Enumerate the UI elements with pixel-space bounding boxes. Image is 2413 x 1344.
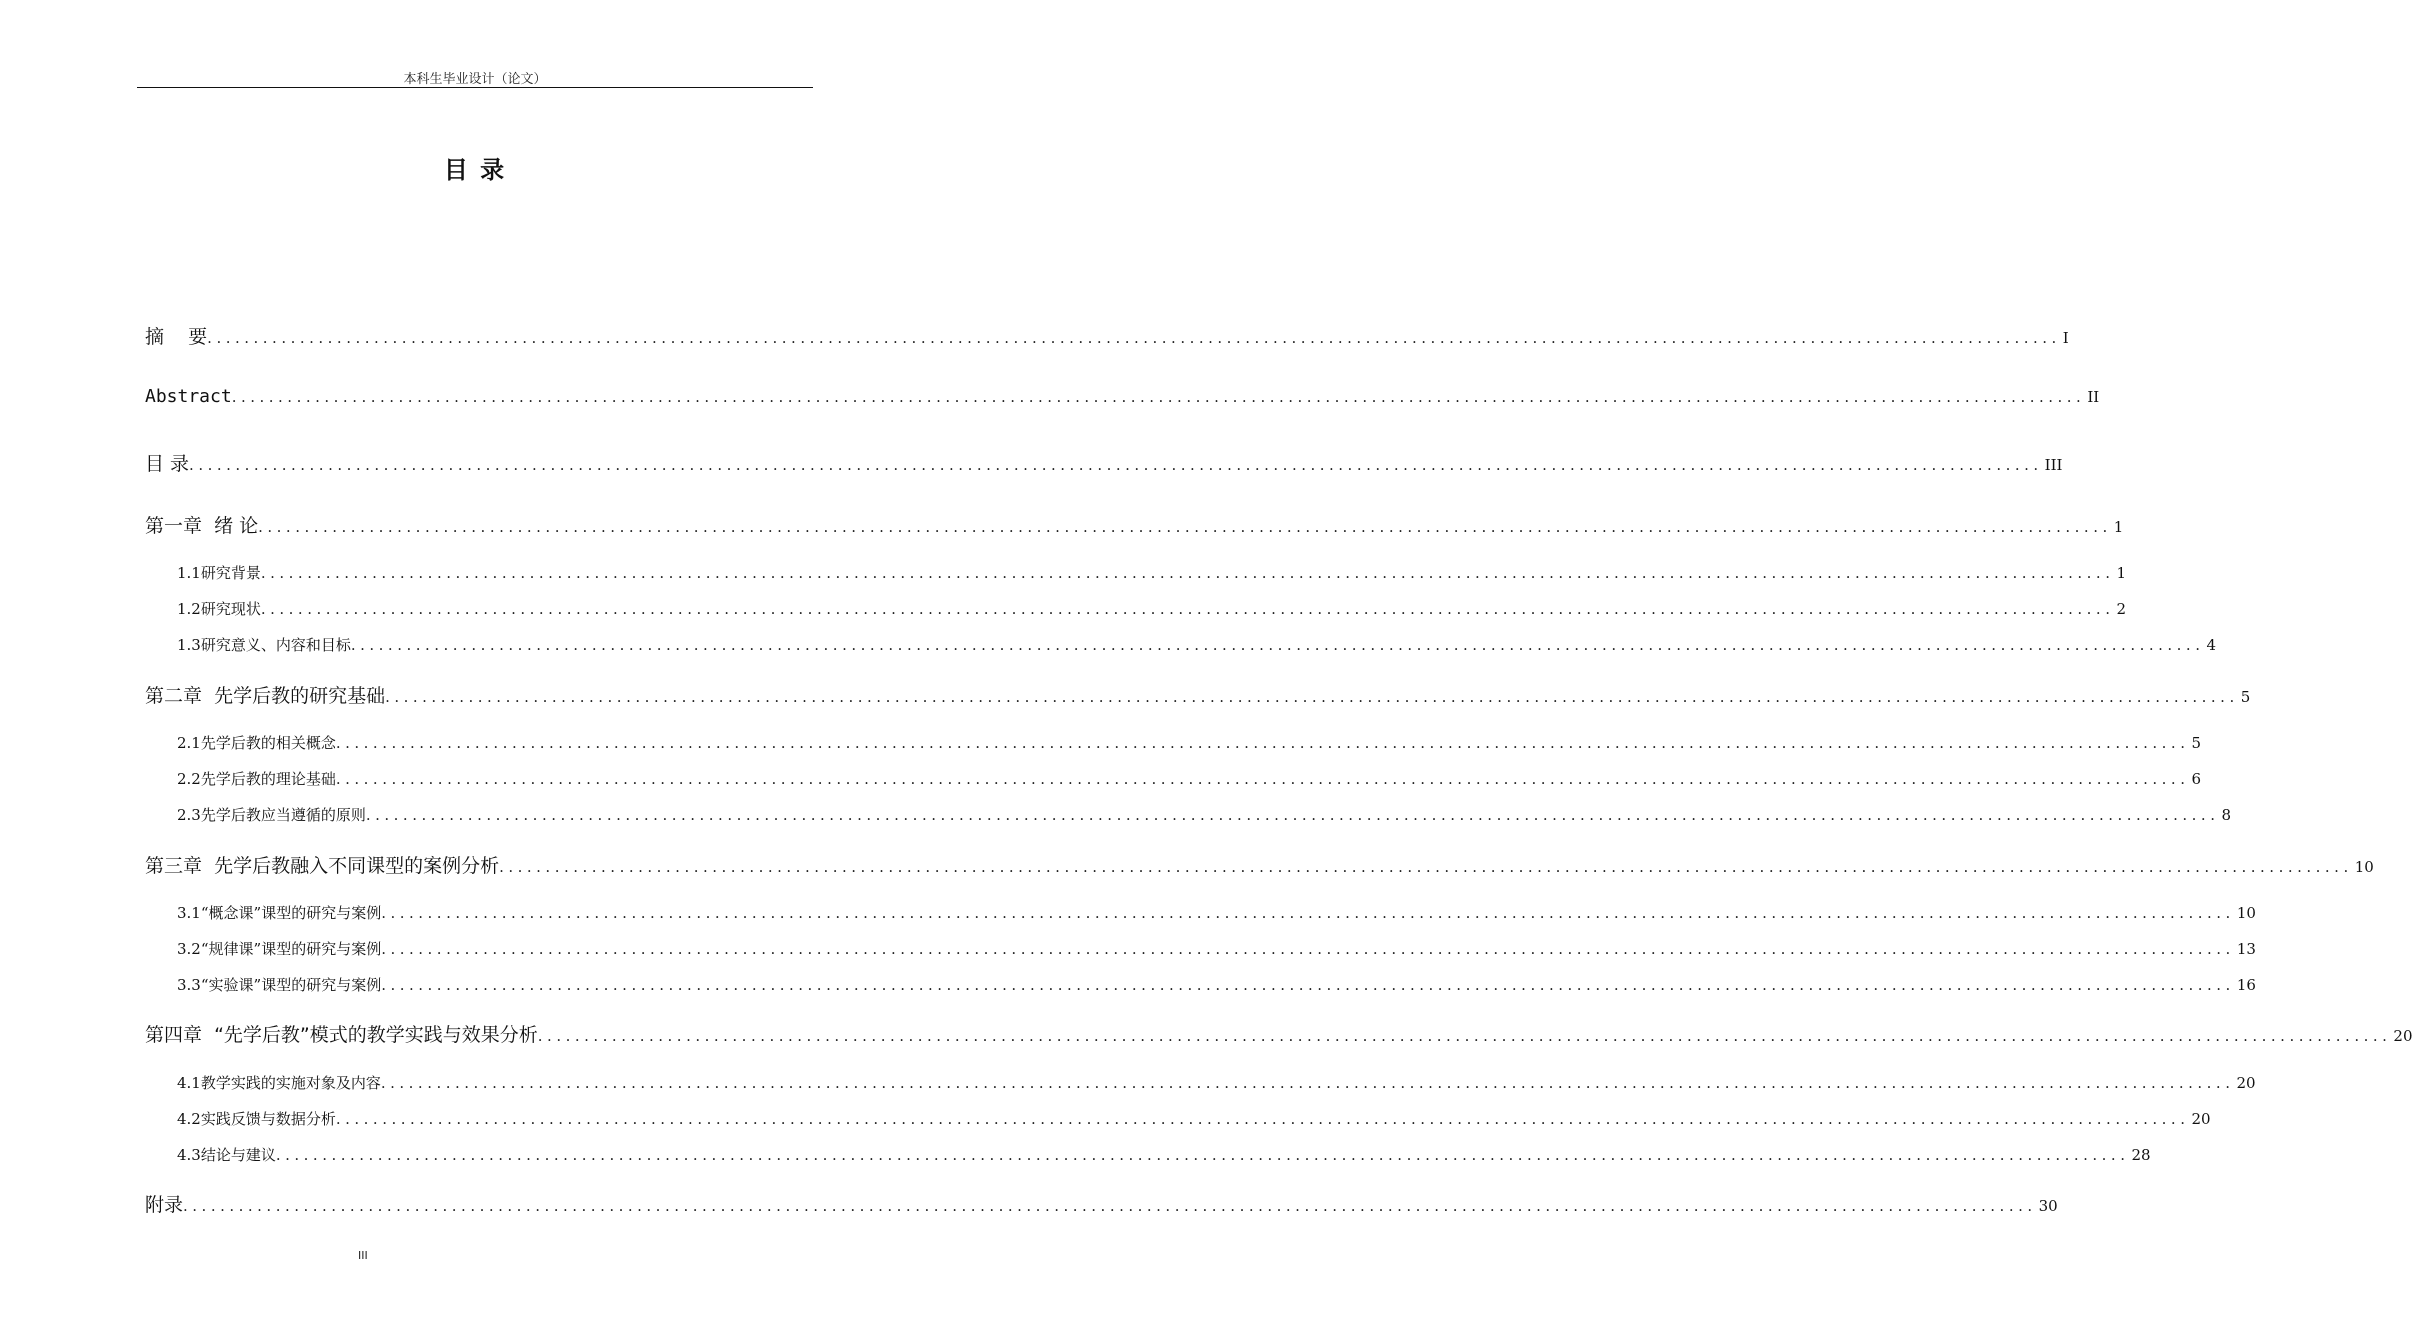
toc-leader-dots: ........................................................................................................................................................................................................ (207, 329, 2061, 347)
toc-leader-dots: ........................................................................................................................................................................................................ (183, 1197, 2037, 1215)
toc-entry-label: 2.3先学后教应当遵循的原则 (177, 806, 366, 824)
toc-entry-4-3[interactable] (177, 1144, 2151, 1165)
toc-leader-dots: ........................................................................................................................................................................................................ (385, 688, 2239, 706)
toc-leader-dots: ........................................................................................................................................................................................................ (260, 600, 2115, 618)
toc-entry-page: 20 (2236, 1074, 2256, 1092)
toc-entry-page: 1 (2116, 564, 2127, 582)
toc-entry-chapter-2[interactable] (145, 681, 2251, 708)
toc-entry-label: 3.1“概念课”课型的研究与案例 (177, 904, 382, 922)
toc-entry-2-2[interactable] (177, 768, 2202, 789)
toc-entry-label: 附录 (145, 1194, 184, 1216)
toc-leader-dots: ........................................................................................................................................................................................................ (260, 564, 2115, 582)
toc-leader-dots: ........................................................................................................................................................................................................ (381, 976, 2235, 994)
toc-leader-dots: ........................................................................................................................................................................................................ (335, 770, 2190, 788)
toc-leader-dots: ........................................................................................................................................................................................................ (365, 806, 2220, 824)
toc-entry-appendix[interactable] (145, 1190, 2058, 1217)
toc-entry-2-1[interactable] (177, 732, 2202, 753)
toc-leader-dots: ........................................................................................................................................................................................................ (537, 1027, 2392, 1045)
toc-leader-dots: ........................................................................................................................................................................................................ (381, 940, 2235, 958)
toc-entry-1-3[interactable] (177, 634, 2217, 655)
toc-entry-page: 30 (2038, 1197, 2058, 1215)
toc-entry-label: 第三章 先学后教融入不同课型的案例分析 (145, 855, 500, 877)
toc-entry-page: 6 (2191, 770, 2202, 788)
toc-entry-1-1[interactable] (177, 562, 2127, 583)
toc-entry-3-3[interactable] (177, 974, 2256, 995)
toc-leader-dots: ........................................................................................................................................................................................................ (381, 904, 2235, 922)
toc-entry-label: 3.3“实验课”课型的研究与案例 (177, 976, 382, 994)
toc-leader-dots: ........................................................................................................................................................................................................ (350, 636, 2205, 654)
toc-entry-1-2[interactable] (177, 598, 2127, 619)
toc-leader-dots: ........................................................................................................................................................................................................ (380, 1074, 2235, 1092)
toc-entry-abstract-en[interactable] (145, 386, 2100, 407)
toc-entry-page: 1 (2113, 518, 2124, 536)
toc-entry-page: 8 (2221, 806, 2232, 824)
toc-entry-page: 10 (2354, 858, 2374, 876)
toc-entry-label: 2.1先学后教的相关概念 (177, 734, 336, 752)
toc-leader-dots: ........................................................................................................................................................................................................ (258, 518, 2112, 536)
toc-leader-dots: ........................................................................................................................................................................................................ (499, 858, 2353, 876)
toc-entry-page: 2 (2116, 600, 2127, 618)
toc-entry-contents[interactable] (145, 449, 2063, 476)
toc-entry-label: 2.2先学后教的理论基础 (177, 770, 336, 788)
toc-entry-label: 4.1教学实践的实施对象及内容 (177, 1074, 381, 1092)
toc-entry-page: 28 (2131, 1146, 2151, 1164)
toc-entry-label: 3.2“规律课”课型的研究与案例 (177, 940, 382, 958)
toc-entry-label: 第四章 “先学后教”模式的教学实践与效果分析 (145, 1024, 538, 1046)
toc-entry-page: 20 (2191, 1110, 2211, 1128)
toc-entry-page: 20 (2393, 1027, 2413, 1045)
toc-entry-chapter-4[interactable] (145, 1020, 2413, 1047)
toc-entry-page: 13 (2236, 940, 2256, 958)
toc-leader-dots: ........................................................................................................................................................................................................ (335, 1110, 2190, 1128)
toc-entry-page: III (2044, 456, 2063, 474)
toc-entry-3-2[interactable] (177, 938, 2256, 959)
toc-leader-dots: ........................................................................................................................................................................................................ (275, 1146, 2130, 1164)
toc-entry-2-3[interactable] (177, 804, 2232, 825)
toc-entry-label: 摘 要 (145, 326, 208, 348)
toc-entry-chapter-1[interactable] (145, 511, 2124, 538)
toc-leader-dots: ........................................................................................................................................................................................................ (189, 456, 2043, 474)
toc-entry-label: 第二章 先学后教的研究基础 (145, 685, 386, 707)
toc-entry-label: 第一章 绪 论 (145, 515, 259, 537)
running-header: 本科生毕业设计（论文） (403, 72, 547, 87)
toc-entry-chapter-3[interactable] (145, 851, 2374, 878)
toc-entry-page: I (2062, 329, 2069, 347)
toc-entry-label: 4.2实践反馈与数据分析 (177, 1110, 336, 1128)
toc-entry-label: 1.3研究意义、内容和目标 (177, 636, 351, 654)
toc-entry-label: 1.2研究现状 (177, 600, 261, 618)
toc-entry-page: 10 (2236, 904, 2256, 922)
page-number: III (358, 1249, 368, 1262)
toc-entry-label: 1.1研究背景 (177, 564, 261, 582)
toc-entry-page: 4 (2206, 636, 2217, 654)
toc-leader-dots: ........................................................................................................................................................................................................ (335, 734, 2190, 752)
toc-entry-label: 目 录 (145, 453, 190, 475)
toc-entry-4-2[interactable] (177, 1108, 2211, 1129)
page-title: 目 录 (443, 156, 507, 184)
toc-entry-label: Abstract (145, 386, 232, 407)
toc-entry-page: II (2087, 388, 2100, 406)
toc-entry-label: 4.3结论与建议 (177, 1146, 276, 1164)
toc-entry-page: 5 (2240, 688, 2251, 706)
toc-entry-abstract-cn[interactable] (145, 322, 2069, 349)
toc-leader-dots: ........................................................................................................................................................................................................ (231, 388, 2086, 406)
toc-entry-page: 16 (2236, 976, 2256, 994)
toc-entry-3-1[interactable] (177, 902, 2256, 923)
toc-entry-4-1[interactable] (177, 1072, 2256, 1093)
toc-entry-page: 5 (2191, 734, 2202, 752)
